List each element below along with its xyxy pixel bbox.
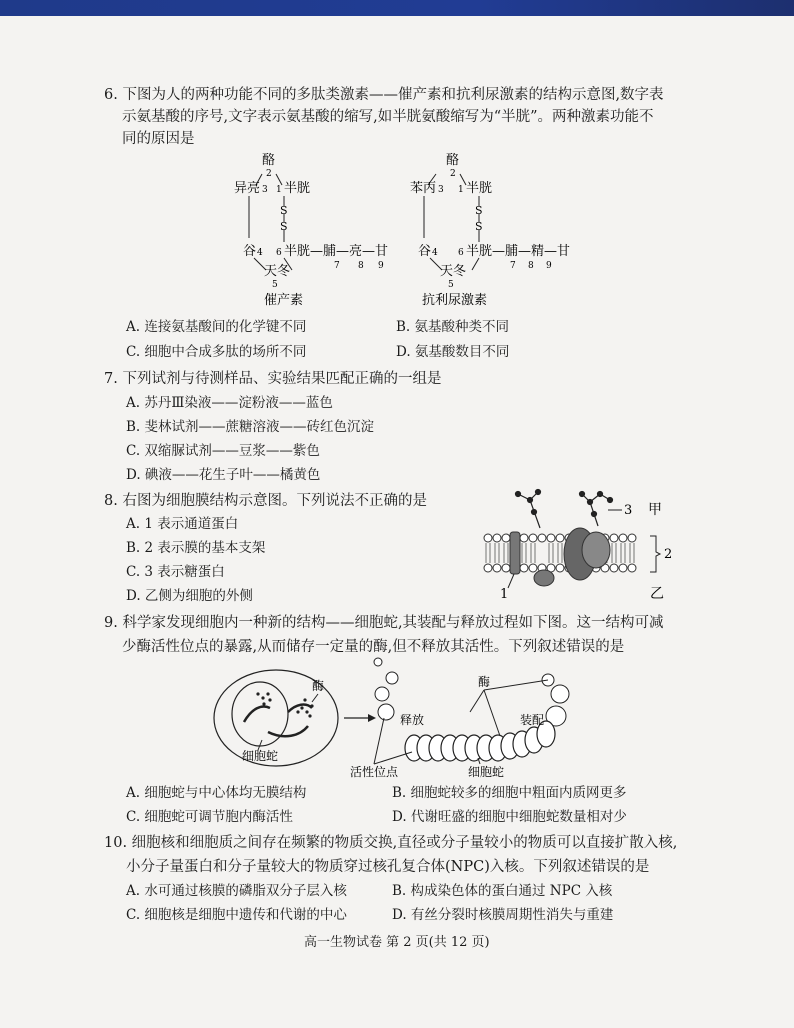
oxy-aa3: 异亮 — [234, 181, 261, 196]
q9-option-c[interactable]: C. 细胞蛇可调节胞内酶活性 — [126, 809, 293, 825]
vaso-idx4: 4 — [432, 248, 438, 258]
assemble-label: 装配 — [520, 713, 545, 727]
q10-option-c[interactable]: C. 细胞核是细胞中遗传和代谢的中心 — [126, 907, 347, 923]
oxy-aa4: 谷 — [243, 244, 257, 259]
oxy-idx9: 9 — [378, 261, 384, 271]
vaso-idx3: 3 — [438, 185, 444, 195]
chain-snake-label: 细胞蛇 — [468, 765, 505, 779]
vaso-aa2: 酪 — [446, 153, 460, 168]
oxy-idx5: 5 — [272, 280, 278, 290]
q8-option-a[interactable]: A. 1 表示通道蛋白 — [126, 516, 239, 532]
vaso-idx6: 6 — [458, 248, 464, 258]
vaso-aa6: 半胱 — [466, 244, 493, 259]
q7-option-a[interactable]: A. 苏丹Ⅲ染液——淀粉液——蓝色 — [126, 395, 333, 411]
membrane-label-1: 1 — [500, 587, 509, 602]
q10-option-b[interactable]: B. 构成染色体的蛋白通过 NPC 入核 — [392, 883, 613, 899]
oxy-aa5: 天冬 — [264, 264, 291, 279]
membrane-label-yi: 乙 — [650, 586, 664, 602]
q9-option-a[interactable]: A. 细胞蛇与中心体均无膜结构 — [126, 785, 307, 801]
q9-option-b[interactable]: B. 细胞蛇较多的细胞中粗面内质网更多 — [392, 785, 627, 801]
q6-stem-line3: 同的原因是 — [122, 131, 195, 147]
membrane-label-jia: 甲 — [648, 502, 662, 518]
q6-stem-line2: 示氨基酸的序号,文字表示氨基酸的缩写,如半胱氨酸缩写为“半胱”。两种激素功能不 — [122, 109, 654, 125]
oxytocin-caption: 催产素 — [264, 293, 304, 308]
q6-option-b[interactable]: B. 氨基酸种类不同 — [396, 319, 510, 335]
vaso-s2: S — [475, 220, 483, 233]
chain-enzyme-label: 酶 — [478, 675, 491, 689]
oxy-idx3: 3 — [262, 185, 268, 195]
membrane-label-2: 2 — [664, 547, 673, 562]
release-label: 释放 — [400, 713, 425, 727]
vaso-idx8: 8 — [528, 261, 534, 271]
q10-option-d[interactable]: D. 有丝分裂时核膜周期性消失与重建 — [392, 907, 614, 923]
oxy-idx7: 7 — [334, 261, 340, 271]
oxy-aa2: 酪 — [262, 153, 276, 168]
q6-option-c[interactable]: C. 细胞中合成多肽的场所不同 — [126, 344, 307, 360]
vaso-idx2: 2 — [450, 169, 456, 179]
q7-option-d[interactable]: D. 碘液——花生子叶——橘黄色 — [126, 467, 321, 483]
q10-stem-line1: 10. 细胞核和细胞质之间存在频繁的物质交换,直径或分子量较小的物质可以直接扩散入核, — [104, 835, 678, 851]
page-footer: 高一生物试卷 第 2 页(共 12 页) — [304, 935, 490, 950]
q7-option-c[interactable]: C. 双缩脲试剂——豆浆——紫色 — [126, 443, 320, 459]
q7-stem: 7. 下列试剂与待测样品、实验结果匹配正确的一组是 — [104, 371, 442, 387]
q8-option-c[interactable]: C. 3 表示糖蛋白 — [126, 564, 225, 580]
q8-stem: 8. 右图为细胞膜结构示意图。下列说法不正确的是 — [104, 493, 427, 509]
oxy-s2: S — [280, 220, 288, 233]
cell-enzyme-label: 酶 — [312, 679, 325, 693]
vaso-idx9: 9 — [546, 261, 552, 271]
q7-option-b[interactable]: B. 斐林试剂——蔗糖溶液——砖红色沉淀 — [126, 419, 375, 435]
vaso-s1: S — [475, 204, 483, 217]
oxy-idx4: 4 — [257, 248, 263, 258]
vaso-aa5: 天冬 — [440, 264, 467, 279]
vaso-aa4: 谷 — [418, 244, 432, 259]
q8-option-d[interactable]: D. 乙侧为细胞的外侧 — [126, 588, 253, 604]
q9-stem-line2: 少酶活性位点的暴露,从而储存一定量的酶,但不释放其活性。下列叙述错误的是 — [122, 639, 625, 655]
vasopressin-caption: 抗利尿激素 — [422, 293, 488, 308]
oxy-s1: S — [280, 204, 288, 217]
oxy-idx2: 2 — [266, 169, 272, 179]
oxy-idx8: 8 — [358, 261, 364, 271]
oxy-idx1: 1 — [276, 185, 282, 195]
cell-snake-label: 细胞蛇 — [242, 749, 279, 763]
q8-option-b[interactable]: B. 2 表示膜的基本支架 — [126, 540, 266, 556]
vaso-tail: —脯—精—甘 — [492, 244, 571, 259]
vaso-idx5: 5 — [448, 280, 454, 290]
q6-stem-line1: 6. 下图为人的两种功能不同的多肽类激素——催产素和抗利尿激素的结构示意图,数字表 — [104, 87, 664, 103]
q10-stem-line2: 小分子量蛋白和分子量较大的物质穿过核孔复合体(NPC)入核。下列叙述错误的是 — [126, 859, 650, 875]
oxy-tail: —脯—亮—甘 — [310, 244, 389, 259]
oxy-aa1: 半胱 — [284, 181, 311, 196]
q9-stem-line1: 9. 科学家发现细胞内一种新的结构——细胞蛇,其装配与释放过程如下图。这一结构可减 — [104, 615, 664, 631]
vaso-idx1: 1 — [458, 185, 464, 195]
oxy-idx6: 6 — [276, 248, 282, 258]
q6-option-d[interactable]: D. 氨基酸数目不同 — [396, 344, 510, 360]
q9-option-d[interactable]: D. 代谢旺盛的细胞中细胞蛇数量相对少 — [392, 809, 627, 825]
q10-option-a[interactable]: A. 水可通过核膜的磷脂双分子层入核 — [126, 883, 347, 899]
oxy-aa6: 半胱 — [284, 244, 311, 259]
vaso-idx7: 7 — [510, 261, 516, 271]
q6-option-a[interactable]: A. 连接氨基酸间的化学键不同 — [126, 319, 307, 335]
active-site-label: 活性位点 — [350, 765, 399, 779]
vaso-aa3: 苯丙 — [410, 181, 437, 196]
vaso-aa1: 半胱 — [466, 181, 493, 196]
membrane-label-3: 3 — [624, 503, 633, 518]
